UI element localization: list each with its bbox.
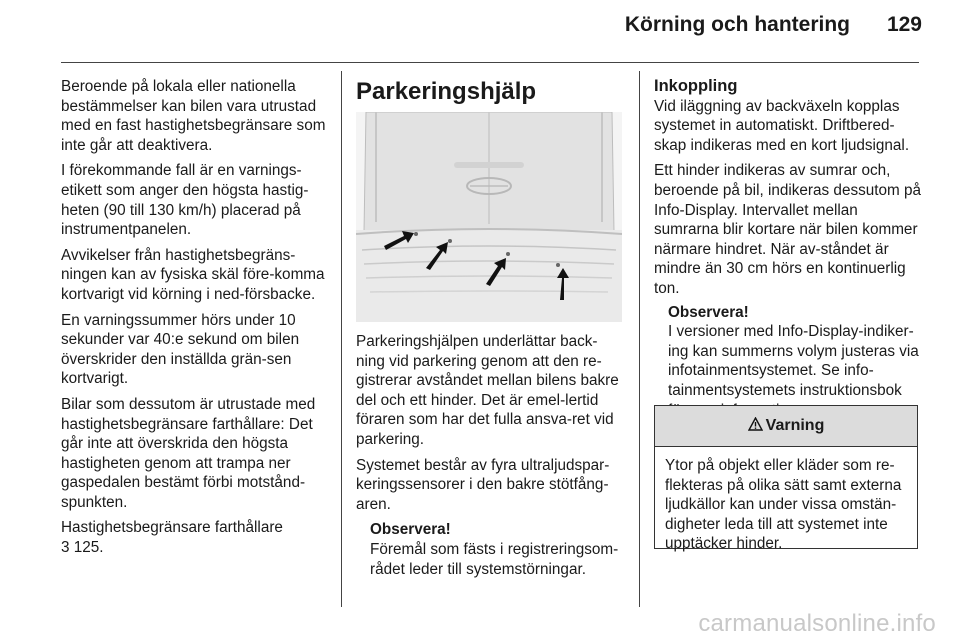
page-number: 129 <box>886 13 922 36</box>
paragraph: Bilar som dessutom är utrustade med hastighetsbegränsare farthållare: Det går inte att överskrida den högsta hastigheten genom att trampa ner gaspedalen bestämt förbi motstånd-spunkten. <box>61 395 316 511</box>
paragraph: Beroende på lokala eller nationella bestämmelser kan bilen vara utrustad med en fast hastighetsbegränsare som inte går att deaktivera. <box>61 78 326 154</box>
subsection-title: Inkoppling <box>654 77 738 95</box>
paragraph: En varningssummer hörs under 10 sekunder var 40:e sekund om bilen överskrider den inställda grän-sen kortvarigt. <box>61 311 300 388</box>
column-2 <box>356 77 624 105</box>
cross-reference-link[interactable]: 3 125. <box>61 539 104 557</box>
page-header-title: Körning och hantering <box>624 13 850 36</box>
paragraph: Avvikelser från hastighetsbegräns-ningen kan av fysiska skäl före-komma kortvarigt vid körning i ned-försbacke. <box>61 246 325 303</box>
column-3 <box>654 77 922 420</box>
note-title: Observera! <box>370 521 451 539</box>
warning-triangle-icon <box>748 417 763 436</box>
column-rule-right <box>639 71 640 607</box>
note-title: Observera! <box>668 303 749 321</box>
warning-text: Ytor på objekt eller kläder som re-flekteras på olika sätt samt externa ljudkällor kan under vissa omstän-digheter leda till att systemet inte upptäcker hinder. <box>665 457 902 553</box>
header-rule <box>61 62 919 63</box>
note-text: Föremål som fästs i registreringsom-rådet leder till systemstörningar. <box>370 540 619 578</box>
warning-title: Varning <box>765 417 825 434</box>
section-title: Parkeringshjälp <box>356 78 537 105</box>
paragraph: Systemet består av fyra ultraljudspar-keringssensorer i den bakre stötfång-aren. <box>356 456 610 513</box>
warning-header <box>655 406 917 447</box>
paragraph: Vid iläggning av backväxeln kopplas systemet in automatiskt. Driftbered-skap indikeras med en kort ljudsignal. <box>654 97 910 154</box>
note-block <box>356 520 624 579</box>
note-block <box>654 303 922 421</box>
rear-bumper-sensor-illustration <box>356 112 622 322</box>
paragraph: I förekommande fall är en varnings-etikett som anger den högsta hastig-heten (90 till 130 km/h) placerad på instrumentpanelen. <box>61 162 309 239</box>
paragraph: Hastighetsbegränsare farthållare <box>61 519 283 537</box>
paragraph: Ett hinder indikeras av sumrar och, beroende på bil, indikeras dessutom på Info-Display. Intervallet mellan sumrarna blir kortare när bilen kommer närmare hindret. När av-ståndet är mindre än 30 cm hörs en kontinuerlig ton. <box>654 162 922 297</box>
column-2-text <box>356 332 624 579</box>
warning-box <box>654 405 918 553</box>
watermark: carmanualsonline.info <box>698 610 936 637</box>
paragraph: Parkeringshjälpen underlättar back-ning vid parkering genom att den re-gistrerar avståndet mellan bilens bakre del och ett hinder. Det är emel-lertid föraren som har det fulla ansva-ret vid parkering. <box>356 333 619 448</box>
column-1 <box>61 77 329 564</box>
column-rule-left <box>341 71 342 607</box>
note-text: I versioner med Info-Display-indiker-ing kan summerns volym justeras via infotainmentsystemet. Se info-tainmentsystemets instruktionsbok <box>668 323 919 399</box>
